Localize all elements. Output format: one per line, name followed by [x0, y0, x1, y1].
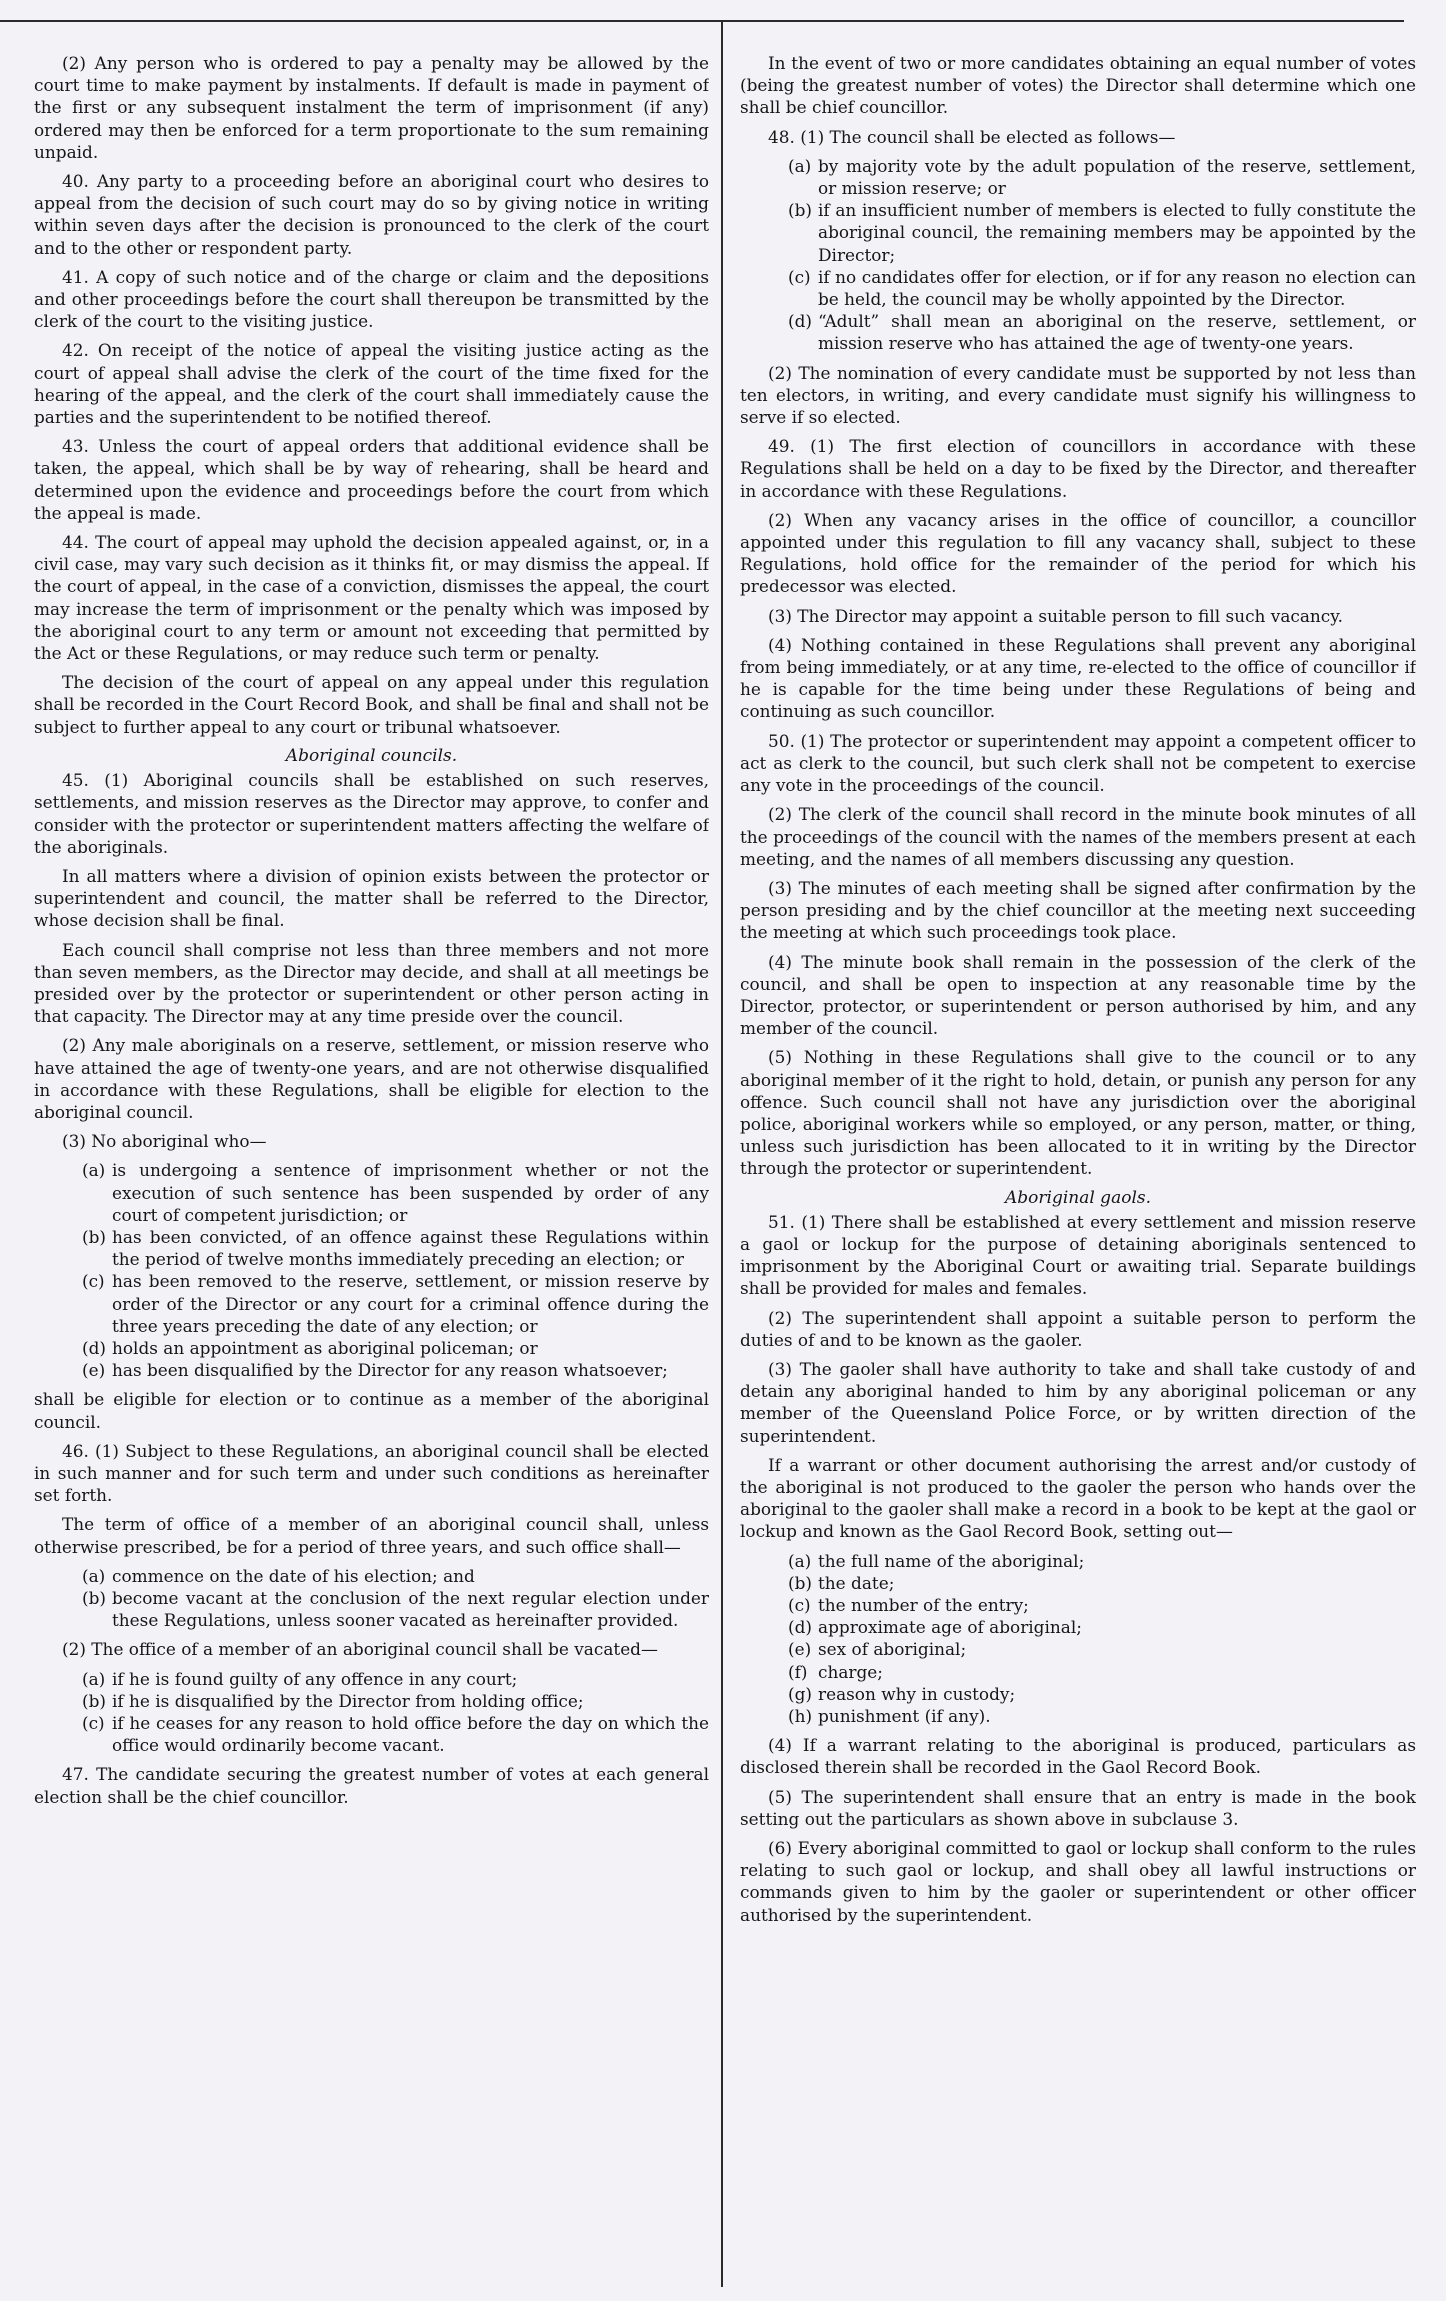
list-item-text: reason why in custody;	[818, 1683, 1016, 1704]
list-item-marker: (h)	[788, 1706, 813, 1727]
paragraph: Each council shall comprise not less than three members and not more than seven members, as the Director may decide, and shall at all meetings be presided over by the protector or superintendent or other person acting in that capacity. The Director may at any time preside over the council.	[34, 939, 709, 1027]
list-item	[740, 1705, 1416, 1727]
list-item-text: if no candidates offer for election, or if for any reason no election can be held, the council may be wholly appointed by the Director.	[818, 266, 1416, 310]
list-item-marker: (c)	[788, 266, 811, 287]
paragraph: The term of office of a member of an aboriginal council shall, unless otherwise prescribed, be for a period of three years, and such office shall—	[34, 1514, 709, 1557]
paragraph: 51. (1) There shall be established at every settlement and mission reserve a gaol or lockup for the purpose of detaining aboriginals sentenced to imprisonment by the Aboriginal Court or awaiting trial. Separate buildings shall be provided for males and females.	[740, 1211, 1416, 1299]
list-item	[740, 1550, 1416, 1572]
list-item-text: has been removed to the reserve, settlement, or mission reserve by order of the Director or any court for a criminal offence during the three years preceding the date of any election; or	[112, 1271, 709, 1336]
list-item-marker: (e)	[82, 1360, 106, 1381]
top-rule	[0, 20, 1404, 22]
clause-list	[740, 155, 1416, 355]
paragraph: (6) Every aboriginal committed to gaol or lockup shall conform to the rules relating to such gaol or lockup, and shall obey all lawful instructions or commands given to him by the gaoler or superintendent or other officer authorised by the superintendent.	[740, 1838, 1416, 1925]
list-item-marker: (b)	[82, 1226, 106, 1247]
list-item-marker: (b)	[788, 1572, 812, 1593]
list-item-marker: (g)	[788, 1683, 812, 1704]
paragraph: In the event of two or more candidates obtaining an equal number of votes (being the greatest number of votes) the Director shall determine which one shall be chief councillor.	[740, 53, 1416, 118]
list-item-marker: (c)	[82, 1713, 105, 1734]
list-item-marker: (d)	[82, 1337, 106, 1358]
list-item-marker: (b)	[788, 200, 812, 221]
paragraph: (2) The office of a member of an aboriginal council shall be vacated—	[62, 1639, 658, 1660]
paragraph: 40. Any party to a proceeding before an aboriginal court who desires to appeal from the decision of such court may do so by giving notice in writing within seven days after the decision is pronounced to the clerk of the court and to the other or respondent party.	[34, 171, 709, 258]
list-item	[34, 1359, 709, 1381]
continuation-text: shall be eligible for election or to continue as a member of the aboriginal council.	[34, 1389, 709, 1432]
list-item	[740, 1683, 1416, 1705]
list-item	[740, 310, 1416, 354]
list-item	[34, 1712, 709, 1756]
list-item-text: holds an appointment as aboriginal policeman; or	[112, 1337, 538, 1358]
list-item-text: commence on the date of his election; and	[112, 1565, 475, 1586]
list-item	[740, 1638, 1416, 1660]
list-item	[740, 1572, 1416, 1594]
list-item-text: by majority vote by the adult population of the reserve, settlement, or mission reserve; or	[818, 155, 1416, 199]
section-heading: Aboriginal gaols.	[1004, 1187, 1152, 1208]
paragraph: 44. The court of appeal may uphold the decision appealed against, or, in a civil case, may vary such decision as it thinks fit, or may dismiss the appeal. If the court of appeal, in the case of a conviction, dismisses the appeal, the court may increase the term of imprisonment or the penalty which was imposed by the aboriginal court to any term or amount not exceeding that permitted by the Act or these Regulations, or may reduce such term or penalty.	[34, 532, 709, 664]
clause-list	[34, 1565, 709, 1632]
list-item-marker: (e)	[788, 1639, 812, 1660]
paragraph: (4) Nothing contained in these Regulations shall prevent any aboriginal from being immediately, or at any time, re-elected to the office of councillor if he is capable for the time being under these Regulations of being and continuing as such councillor.	[740, 634, 1416, 722]
list-item-marker: (a)	[82, 1668, 106, 1689]
paragraph: 42. On receipt of the notice of appeal the visiting justice acting as the court of appeal shall advise the clerk of the court of the time fixed for the hearing of the appeal, and the clerk of the court shall immediately cause the parties and the superintendent to be notified thereof.	[34, 340, 709, 428]
right-column	[740, 52, 1416, 2292]
list-item-marker: (d)	[788, 1617, 812, 1638]
paragraph: In all matters where a division of opinion exists between the protector or superintendent and council, the matter shall be referred to the Director, whose decision shall be final.	[34, 865, 709, 931]
list-item-marker: (f)	[788, 1661, 808, 1682]
paragraph: 47. The candidate securing the greatest number of votes at each general election shall be the chief councillor.	[34, 1764, 709, 1807]
section-heading: Aboriginal councils.	[285, 745, 458, 766]
left-column	[34, 52, 709, 2292]
list-item	[34, 1690, 709, 1712]
paragraph: (3) The gaoler shall have authority to take and shall take custody of and detain any aboriginal handed to him by any aboriginal policeman or any member of the Queensland Police Force, or by written direction of the superintendent.	[740, 1358, 1416, 1446]
paragraph: (2) When any vacancy arises in the office of councillor, a councillor appointed under this regulation to fill any vacancy shall, subject to these Regulations, hold office for the remainder of the period for which his predecessor was elected.	[740, 509, 1416, 597]
list-item	[740, 199, 1416, 266]
paragraph: 45. (1) Aboriginal councils shall be established on such reserves, settlements, and mission reserves as the Director may approve, to confer and consider with the protector or superintendent matters affecting the welfare of the aboriginals.	[34, 770, 709, 857]
list-item-marker: (b)	[82, 1588, 106, 1608]
paragraph: (4) The minute book shall remain in the possession of the clerk of the council, and shall be open to inspection at any reasonable time by the Director, protector, or superintendent or person authorised by him, and any member of the council.	[740, 951, 1416, 1039]
list-item-text: if he is disqualified by the Director from holding office;	[112, 1690, 584, 1711]
list-item	[34, 1159, 709, 1226]
list-item-text: has been convicted, of an offence against these Regulations within the period of twelve months immediately preceding an election; or	[112, 1226, 709, 1270]
list-item	[740, 1594, 1416, 1616]
list-item-text: is undergoing a sentence of imprisonment whether or not the execution of such sentence has been suspended by order of any court of competent jurisdiction; or	[112, 1160, 709, 1225]
list-item-text: has been disqualified by the Director for any reason whatsoever;	[112, 1360, 668, 1381]
list-item-text: punishment (if any).	[818, 1706, 991, 1727]
list-item-text: the date;	[818, 1572, 895, 1593]
list-item-text: the full name of the aboriginal;	[818, 1550, 1085, 1571]
list-item-text: if an insufficient number of members is elected to fully constitute the aboriginal council, the remaining members may be appointed by the Director;	[818, 200, 1416, 265]
list-item	[34, 1565, 709, 1587]
clause-list	[740, 1550, 1416, 1728]
list-item-marker: (a)	[82, 1160, 106, 1181]
paragraph: 49. (1) The first election of councillors in accordance with these Regulations shall be held on a day to be fixed by the Director, and thereafter in accordance with these Regulations.	[740, 436, 1416, 501]
list-item-text: approximate age of aboriginal;	[818, 1617, 1082, 1638]
list-item-text: sex of aboriginal;	[818, 1639, 967, 1660]
list-item-text: the number of the entry;	[818, 1595, 1029, 1615]
paragraph: If a warrant or other document authorising the arrest and/or custody of the aboriginal is not produced to the gaoler the person who hands over the aboriginal to the gaoler shall make a record in a book to be kept at the gaol or lockup and known as the Gaol Record Book, setting out—	[740, 1454, 1416, 1542]
clause-list	[34, 1668, 709, 1757]
paragraph: (5) Nothing in these Regulations shall give to the council or to any aboriginal member of it the right to hold, detain, or punish any person for any offence. Such council shall not have any jurisdiction over the aboriginal police, aboriginal workers while so employed, or any person, matter, or thing, unless such jurisdiction has been allocated to it in writing by the Director through the protector or superintendent.	[740, 1047, 1416, 1179]
paragraph: (2) Any male aboriginals on a reserve, settlement, or mission reserve who have attained the age of twenty-one years, and are not otherwise disqualified in accordance with these Regulations, shall be eligible for election to the aboriginal council.	[34, 1035, 709, 1122]
paragraph: (3) The minutes of each meeting shall be signed after confirmation by the person presiding and by the chief councillor at the meeting next succeeding the meeting at which such proceedings took place.	[740, 877, 1416, 943]
paragraph: The decision of the court of appeal on any appeal under this regulation shall be recorded in the Court Record Book, and shall be final and shall not be subject to further appeal to any court or tribunal whatsoever.	[34, 672, 709, 737]
paragraph: (4) If a warrant relating to the aboriginal is produced, particulars as disclosed therein shall be recorded in the Gaol Record Book.	[740, 1735, 1416, 1778]
paragraph: 48. (1) The council shall be elected as follows—	[768, 126, 1176, 147]
list-item-marker: (c)	[788, 1595, 811, 1615]
paragraph: (2) The superintendent shall appoint a suitable person to perform the duties of and to be known as the gaoler.	[740, 1307, 1416, 1350]
paragraph: 41. A copy of such notice and of the charge or claim and the depositions and other proceedings before the court shall thereupon be transmitted by the clerk of the court to the visiting justice.	[34, 266, 709, 332]
column-divider	[721, 22, 723, 2287]
list-item-marker: (a)	[788, 155, 812, 176]
paragraph: (2) Any person who is ordered to pay a penalty may be allowed by the court time to make payment by instalments. If default is made in payment of the first or any subsequent instalment the term of imprisonment (if any) ordered may then be enforced for a term proportionate to the sum remaining unpaid.	[34, 53, 709, 162]
list-item-marker: (d)	[788, 311, 812, 332]
list-item-text: “Adult” shall mean an aboriginal on the reserve, settlement, or mission reserve who has attained the age of twenty-one years.	[818, 311, 1416, 354]
paragraph: 43. Unless the court of appeal orders that additional evidence shall be taken, the appeal, which shall be by way of rehearing, shall be heard and determined upon the evidence and proceedings before the court from which the appeal is made.	[34, 436, 709, 523]
paragraph: 50. (1) The protector or superintendent may appoint a competent officer to act as clerk to the council, but such clerk shall not be competent to exercise any vote in the proceedings of the council.	[740, 730, 1416, 796]
list-item	[34, 1226, 709, 1270]
list-item	[740, 1616, 1416, 1638]
list-item-marker: (a)	[788, 1550, 812, 1571]
list-item-marker: (a)	[82, 1565, 106, 1586]
list-item-marker: (b)	[82, 1690, 106, 1711]
list-item-text: if he ceases for any reason to hold office before the day on which the office would ordinarily become vacant.	[112, 1713, 709, 1756]
paragraph: (2) The clerk of the council shall record in the minute book minutes of all the proceedings of the council with the names of the members present at each meeting, and the names of all members discussing any question.	[740, 804, 1416, 869]
list-item	[740, 266, 1416, 310]
clause-list	[34, 1159, 709, 1381]
list-item	[34, 1668, 709, 1690]
list-item-marker: (c)	[82, 1271, 105, 1292]
paragraph: 46. (1) Subject to these Regulations, an aboriginal council shall be elected in such manner and for such term and under such conditions as hereinafter set forth.	[34, 1440, 709, 1506]
list-item	[34, 1337, 709, 1359]
paragraph: (2) The nomination of every candidate must be supported by not less than ten electors, in writing, and every candidate must signify his willingness to serve if so elected.	[740, 362, 1416, 428]
paragraph: (5) The superintendent shall ensure that an entry is made in the book setting out the particulars as shown above in subclause 3.	[740, 1786, 1416, 1829]
paragraph: (3) No aboriginal who—	[62, 1131, 267, 1152]
list-item-text: become vacant at the conclusion of the next regular election under these Regulations, unless sooner vacated as hereinafter provided.	[112, 1588, 709, 1631]
paragraph: (3) The Director may appoint a suitable person to fill such vacancy.	[768, 605, 1343, 626]
list-item	[740, 1661, 1416, 1683]
list-item-text: charge;	[818, 1661, 883, 1682]
list-item	[34, 1587, 709, 1631]
list-item	[740, 155, 1416, 199]
list-item-text: if he is found guilty of any offence in any court;	[112, 1668, 518, 1689]
list-item	[34, 1270, 709, 1337]
